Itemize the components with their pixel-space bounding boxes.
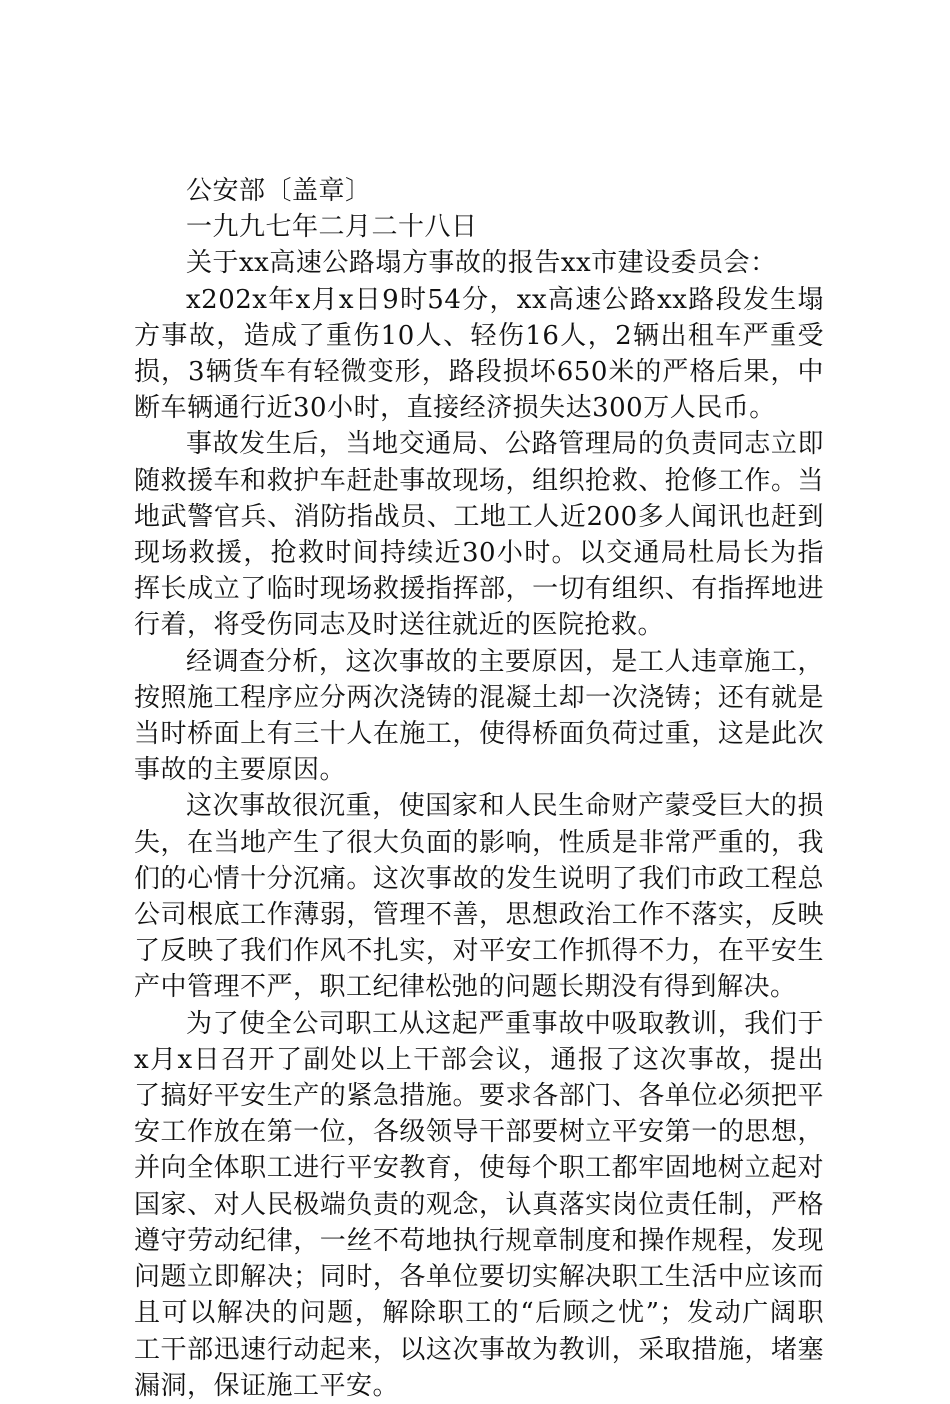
date-line: 一九九七年二月二十八日: [186, 212, 478, 243]
report-heading: 关于xx高速公路塌方事故的报告xx市建设委员会：: [186, 248, 777, 279]
paragraph-rescue: 事故发生后，当地交通局、公路管理局的负责同志立即随救援车和救护车赶赴事故现场，组织抢救、抢修工作。当地武警官兵、消防指战员、工地工人近200多人闻讯也赶到现场救援，抢救时间持续近30小时。以交通局杜局长为指挥长成立了临时现场救援指挥部，一切有组织、有指挥地进行着，将受伤同志及时送往就近的医院抢救。: [134, 429, 824, 641]
paragraph-cause: 经调查分析，这次事故的主要原因，是工人违章施工，按照施工程序应分两次浇铸的混凝土却一次浇铸；还有就是当时桥面上有三十人在施工，使得桥面负荷过重，这是此次事故的主要原因。: [134, 646, 824, 786]
paragraph-impact: 这次事故很沉重，使国家和人民生命财产蒙受巨大的损失，在当地产生了很大负面的影响，性质是非常严重的，我们的心情十分沉痛。这次事故的发生说明了我们市政工程总公司根底工作薄弱，管理不善，思想政治工作不落实，反映了反映了我们作风不扎实，对平安工作抓得不力，在平安生产中管理不严，职工纪律松弛的问题长期没有得到解决。: [134, 791, 824, 1003]
document-body: [134, 173, 824, 1404]
paragraph-incident: x202x年x月x日9时54分，xx高速公路xx路段发生塌方事故，造成了重伤10人、轻伤16人，2辆出租车严重受损，3辆货车有轻微变形，路段损坏650米的严格后果，中断车辆通行近30小时，直接经济损失达300万人民币。: [134, 284, 824, 424]
signature-line: 公安部〔盖章〕: [186, 176, 372, 206]
paragraph-measures: 为了使全公司职工从这起严重事故中吸取教训，我们于x月x日召开了副处以上干部会议，通报了这次事故，提出了搞好平安生产的紧急措施。要求各部门、各单位必须把平安工作放在第一位，各级领导干部要树立平安第一的思想，并向全体职工进行平安教育，使每个职工都牢固地树立起对国家、对人民极端负责的观念，认真落实岗位责任制，严格遵守劳动纪律，一丝不苟地执行规章制度和操作规程，发现问题立即解决；同时，各单位要切实解决职工生活中应该而且可以解决的问题，解除职工的“后顾之忧”；发动广阔职工干部迅速行动起来，以这次事故为教训，采取措施，堵塞漏洞，保证施工平安。: [134, 1008, 824, 1401]
